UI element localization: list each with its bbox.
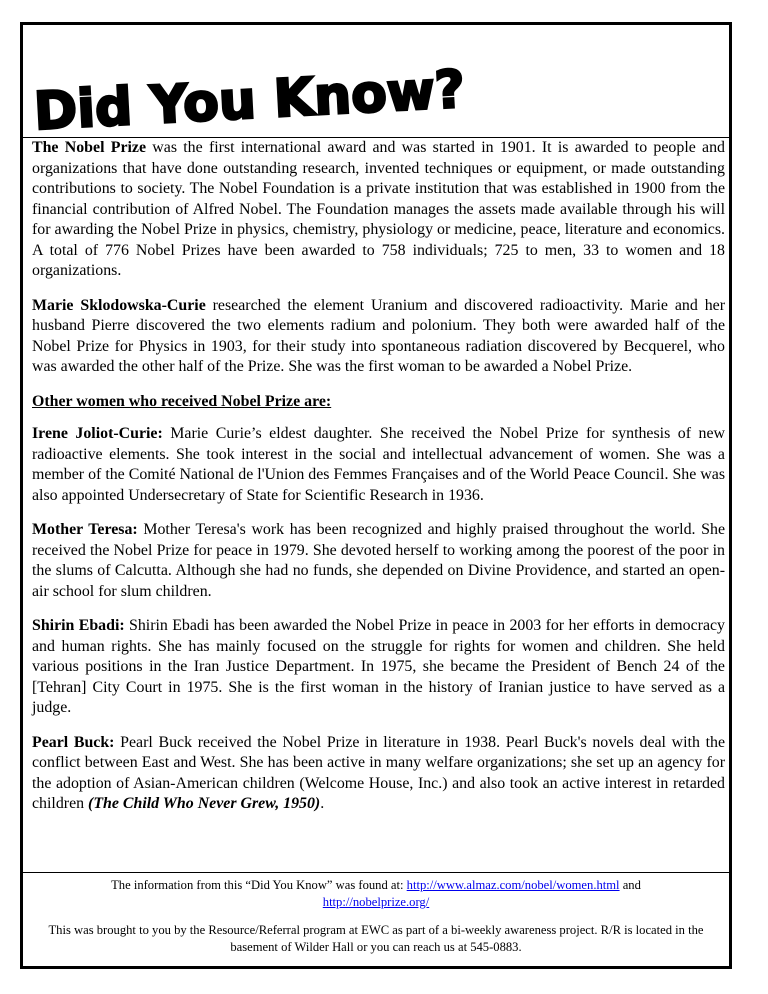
intro-text: was the first international award and was started in 1901. It is awarded to people and organizations that have done outstanding research, invented techniques or equipment, or made outstanding contributions to society. The Nobel Foundation is a private institution that was established in 1900 from the financial contribution of Alfred Nobel. The Foundation manages the assets made available through his will for awarding the Nobel Prize in physics, chemistry, physiology or medicine, peace, literature and economics. A total of 776 Nobel Prizes have been awarded to 758 individuals; 725 to men, 33 to women and 18 organizations.	[32, 139, 725, 279]
source-note	[23, 877, 729, 911]
woman-lead: Shirin Ebadi:	[32, 617, 125, 634]
woman-paragraph	[32, 616, 725, 719]
woman-text: Marie Curie’s eldest daughter. She received the Nobel Prize for synthesis of new radioactive elements. She took interest in the social and intellectual advancement of women. She was a member of the Comité National de l'Union des Femmes Françaises and of the World Peace Council. She was also appointed Undersecretary of State for Scientific Research in 1936.	[32, 425, 725, 504]
source-and: and	[619, 878, 641, 892]
curie-text: researched the element Uranium and discovered radioactivity. Marie and her husband Pierre discovered the two elements radium and polonium. They both were awarded half of the Nobel Prize for Physics in 1903, for their study into spontaneous radiation discovered by Becquerel, who was awarded the other half of the Prize. She was the first woman to be awarded a Nobel Prize.	[32, 296, 725, 375]
woman-paragraph	[32, 424, 725, 506]
page-title: Did You Know?	[32, 59, 467, 143]
others-heading: Other women who received Nobel Prize are:	[32, 392, 332, 410]
woman-paragraph	[32, 733, 725, 815]
credit-note: This was brought to you by the Resource/Referral program at EWC as part of a bi-weekly awareness project. R/R is located in the basement of Wilder Hall or you can reach us at 545-0883.	[48, 923, 704, 954]
source-link-almaz[interactable]: http://www.almaz.com/nobel/women.html	[406, 878, 620, 892]
source-prefix: The information from this “Did You Know” was found at:	[111, 878, 407, 892]
curie-lead: Marie Sklodowska-Curie	[32, 296, 206, 314]
woman-text: Mother Teresa's work has been recognized and highly praised throughout the world. She received the Nobel Prize for peace in 1979. She devoted herself to working among the poorest of the poor in the slums of Calcutta. Although she had no funds, she depended on Divine Providence, and started an open-air school for slum children.	[32, 521, 725, 600]
woman-lead: Irene Joliot-Curie:	[32, 425, 163, 442]
woman-paragraph	[32, 520, 725, 602]
book-title: (The Child Who Never Grew, 1950)	[88, 795, 321, 812]
woman-text: Shirin Ebadi has been awarded the Nobel Prize in peace in 2003 for her efforts in democracy and human rights. She has mainly focused on the struggle for rights for women and children. She held various positions in the Iran Justice Department. In 1975, she became the President of Bench 24 of the [Tehran] City Court in 1975. She is the first woman in the history of Iranian justice to have served as a judge.	[32, 617, 725, 716]
woman-text: Pearl Buck received the Nobel Prize in literature in 1938. Pearl Buck's novels deal with the conflict between East and West. She has been active in many welfare organizations; she set up an agency for the adoption of Asian-American children (Welcome House, Inc.) and also took an active interest in retarded children	[32, 733, 725, 812]
woman-lead: Mother Teresa:	[32, 521, 138, 538]
title-wordart	[30, 59, 467, 143]
intro-lead: The Nobel Prize	[32, 139, 147, 156]
source-link-nobelprize[interactable]: http://nobelprize.org/	[322, 895, 430, 909]
intro-paragraph	[32, 138, 725, 282]
woman-lead: Pearl Buck:	[32, 733, 115, 751]
curie-paragraph	[32, 296, 725, 378]
woman-text-end: .	[320, 795, 325, 812]
footer-rule	[23, 872, 729, 873]
article-body	[32, 138, 725, 829]
